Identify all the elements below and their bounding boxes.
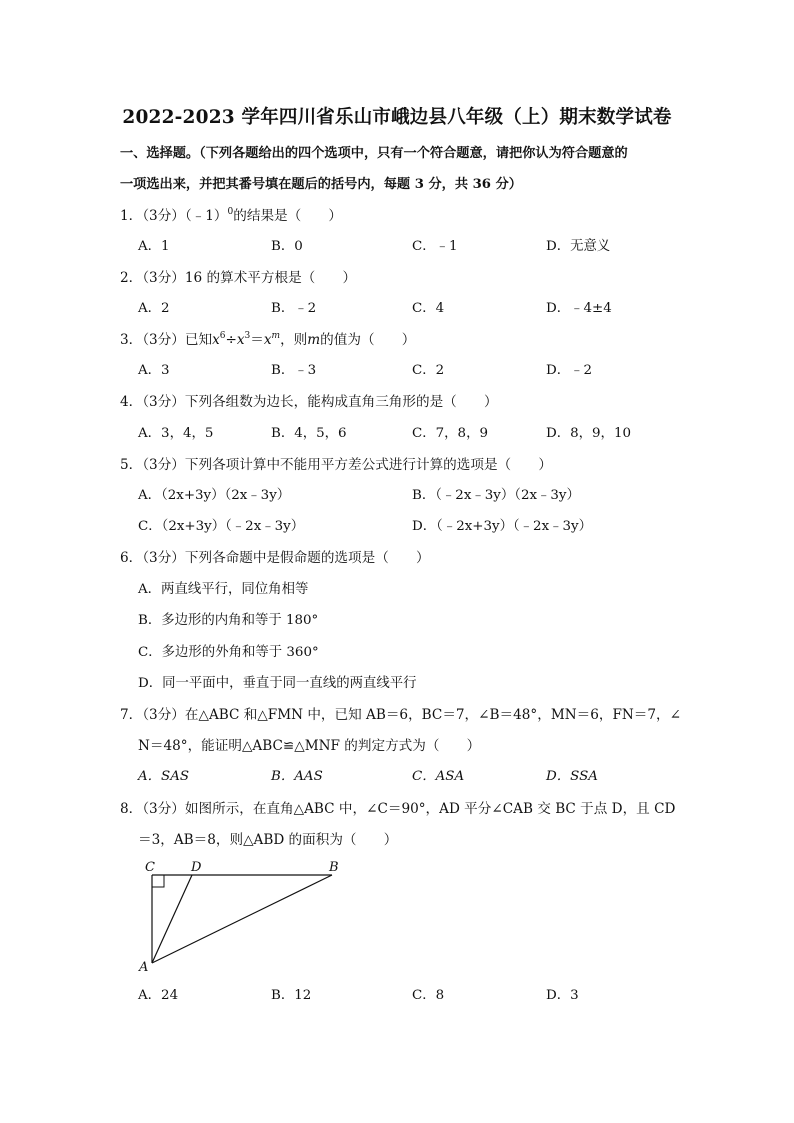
question-7-line2: N＝48°，能证明△ABC≌△MNF 的判定方式为（ ）: [138, 738, 481, 754]
question-stem: 下列各项计算中不能用平方差公式进行计算的选项是（ ）: [184, 457, 552, 473]
label-b: B: [329, 860, 339, 875]
q6-option-d[interactable]: D．同一平面中，垂直于同一直线的两直线平行: [138, 676, 417, 691]
question-stem: 16 的算术平方根是（ ）: [184, 270, 357, 286]
question-number: 4．: [120, 394, 143, 410]
triangle-figure: [132, 856, 352, 980]
q5-option-a[interactable]: A．（2x+3y）（2x﹣3y）: [138, 488, 291, 503]
q7-option-b[interactable]: B．AAS: [271, 769, 323, 784]
question-8-line2: ＝3，AB＝8，则△ABD 的面积为（ ）: [138, 832, 398, 848]
question-5: [120, 456, 552, 474]
question-2: [120, 269, 356, 287]
question-number: 7．: [120, 707, 143, 723]
variable-x: x: [212, 332, 220, 348]
label-a: A: [139, 960, 149, 975]
q2-option-d[interactable]: D．﹣4±4: [546, 301, 612, 316]
question-7: [120, 706, 681, 724]
q5-option-d[interactable]: D．（﹣2x+3y）（﹣2x﹣3y）: [412, 519, 592, 534]
variable-m: m: [307, 332, 321, 348]
question-stem: 的结果是（ ）: [233, 208, 343, 224]
q4-option-a[interactable]: A．3，4，5: [138, 426, 214, 441]
equals-sign: ＝: [250, 332, 264, 348]
variable-x: x: [263, 332, 272, 348]
page-title: 2022-2023 学年四川省乐山市峨边县八年级（上）期末数学试卷: [122, 107, 672, 128]
q1-option-c[interactable]: C．﹣1: [412, 239, 458, 254]
q8-option-d[interactable]: D．3: [546, 988, 579, 1003]
question-number: 6．: [120, 550, 143, 566]
question-score: （3分）: [142, 457, 185, 473]
q4-option-c[interactable]: C．7，8，9: [412, 426, 488, 441]
question-number: 2．: [120, 270, 143, 286]
q8-option-c[interactable]: C．8: [412, 988, 445, 1003]
q4-option-d[interactable]: D．8，9，10: [546, 426, 631, 441]
q7-option-a[interactable]: A．SAS: [138, 769, 190, 784]
exponent: 0: [227, 207, 234, 217]
question-4: [120, 393, 498, 411]
exponent: m: [271, 331, 281, 341]
q3-option-b[interactable]: B．﹣3: [271, 363, 317, 378]
question-score: （3分）: [142, 801, 185, 817]
question-score: （3分）: [142, 707, 185, 723]
question-1: [120, 207, 342, 225]
q6-option-c[interactable]: C．多边形的外角和等于 360°: [138, 645, 319, 660]
question-6: [120, 549, 430, 567]
label-c: C: [145, 860, 155, 875]
question-number: 3．: [120, 332, 143, 348]
q7-option-d[interactable]: D．SSA: [546, 769, 598, 784]
q6-option-b[interactable]: B．多边形的内角和等于 180°: [138, 613, 319, 628]
question-number: 8．: [120, 801, 143, 817]
q5-option-c[interactable]: C．（2x+3y）（﹣2x﹣3y）: [138, 519, 305, 534]
triangle-diagram: [132, 856, 352, 976]
question-stem: 下列各组数为边长，能构成直角三角形的是（ ）: [184, 394, 498, 410]
section-heading-line2: 一项选出来，并把其番号填在题后的括号内，每题 3 分，共 36 分）: [120, 177, 522, 192]
q2-option-b[interactable]: B．﹣2: [271, 301, 317, 316]
section-heading-line1: 一、选择题。（下列各题给出的四个选项中，只有一个符合题意，请把你认为符合题意的: [120, 146, 628, 161]
q1-option-b[interactable]: B．0: [271, 239, 303, 254]
label-d: D: [191, 860, 202, 875]
q7-option-c[interactable]: C．ASA: [412, 769, 465, 784]
q6-option-a[interactable]: A．两直线平行，同位角相等: [138, 582, 309, 597]
question-stem: 的值为（ ）: [320, 332, 416, 348]
question-score: （3分）: [142, 332, 185, 348]
q1-option-d[interactable]: D．无意义: [546, 239, 611, 254]
divide-sign: ÷: [225, 332, 237, 348]
q1-option-a[interactable]: A．1: [138, 239, 170, 254]
q5-option-b[interactable]: B．（﹣2x﹣3y）（2x﹣3y）: [412, 488, 580, 503]
exponent: 6: [219, 331, 226, 341]
question-stem: ，则: [280, 332, 308, 348]
question-3: [120, 331, 415, 349]
question-stem-line1: 如图所示，在直角△ABC 中，∠C＝90°，AD 平分∠CAB 交 BC 于点 D，且 CD: [184, 801, 676, 817]
question-number: 1．: [120, 208, 143, 224]
q8-option-b[interactable]: B．12: [271, 988, 312, 1003]
variable-x: x: [236, 332, 245, 348]
q3-option-a[interactable]: A．3: [138, 363, 170, 378]
bisector-ad: [152, 875, 192, 963]
question-score: （3分）: [142, 270, 185, 286]
question-stem-line1: 在△ABC 和△FMN 中，已知 AB＝6，BC＝7，∠B＝48°，MN＝6，FN＝7，∠: [184, 707, 682, 723]
q3-option-d[interactable]: D．﹣2: [546, 363, 593, 378]
question-score: （3分）: [142, 394, 185, 410]
question-stem: 已知: [184, 332, 213, 348]
right-angle-mark: [152, 875, 164, 887]
q2-option-c[interactable]: C．4: [412, 301, 445, 316]
exponent: 3: [244, 331, 251, 341]
question-score: （3分）: [142, 550, 185, 566]
q8-option-a[interactable]: A．24: [138, 988, 179, 1003]
q2-option-a[interactable]: A．2: [138, 301, 170, 316]
question-stem: （﹣1）: [184, 208, 228, 224]
q3-option-c[interactable]: C．2: [412, 363, 445, 378]
question-number: 5．: [120, 457, 143, 473]
question-score: （3分）: [142, 208, 185, 224]
question-8: [120, 800, 675, 818]
question-stem: 下列各命题中是假命题的选项是（ ）: [184, 550, 430, 566]
side-ab: [152, 875, 332, 963]
q4-option-b[interactable]: B．4，5，6: [271, 426, 347, 441]
